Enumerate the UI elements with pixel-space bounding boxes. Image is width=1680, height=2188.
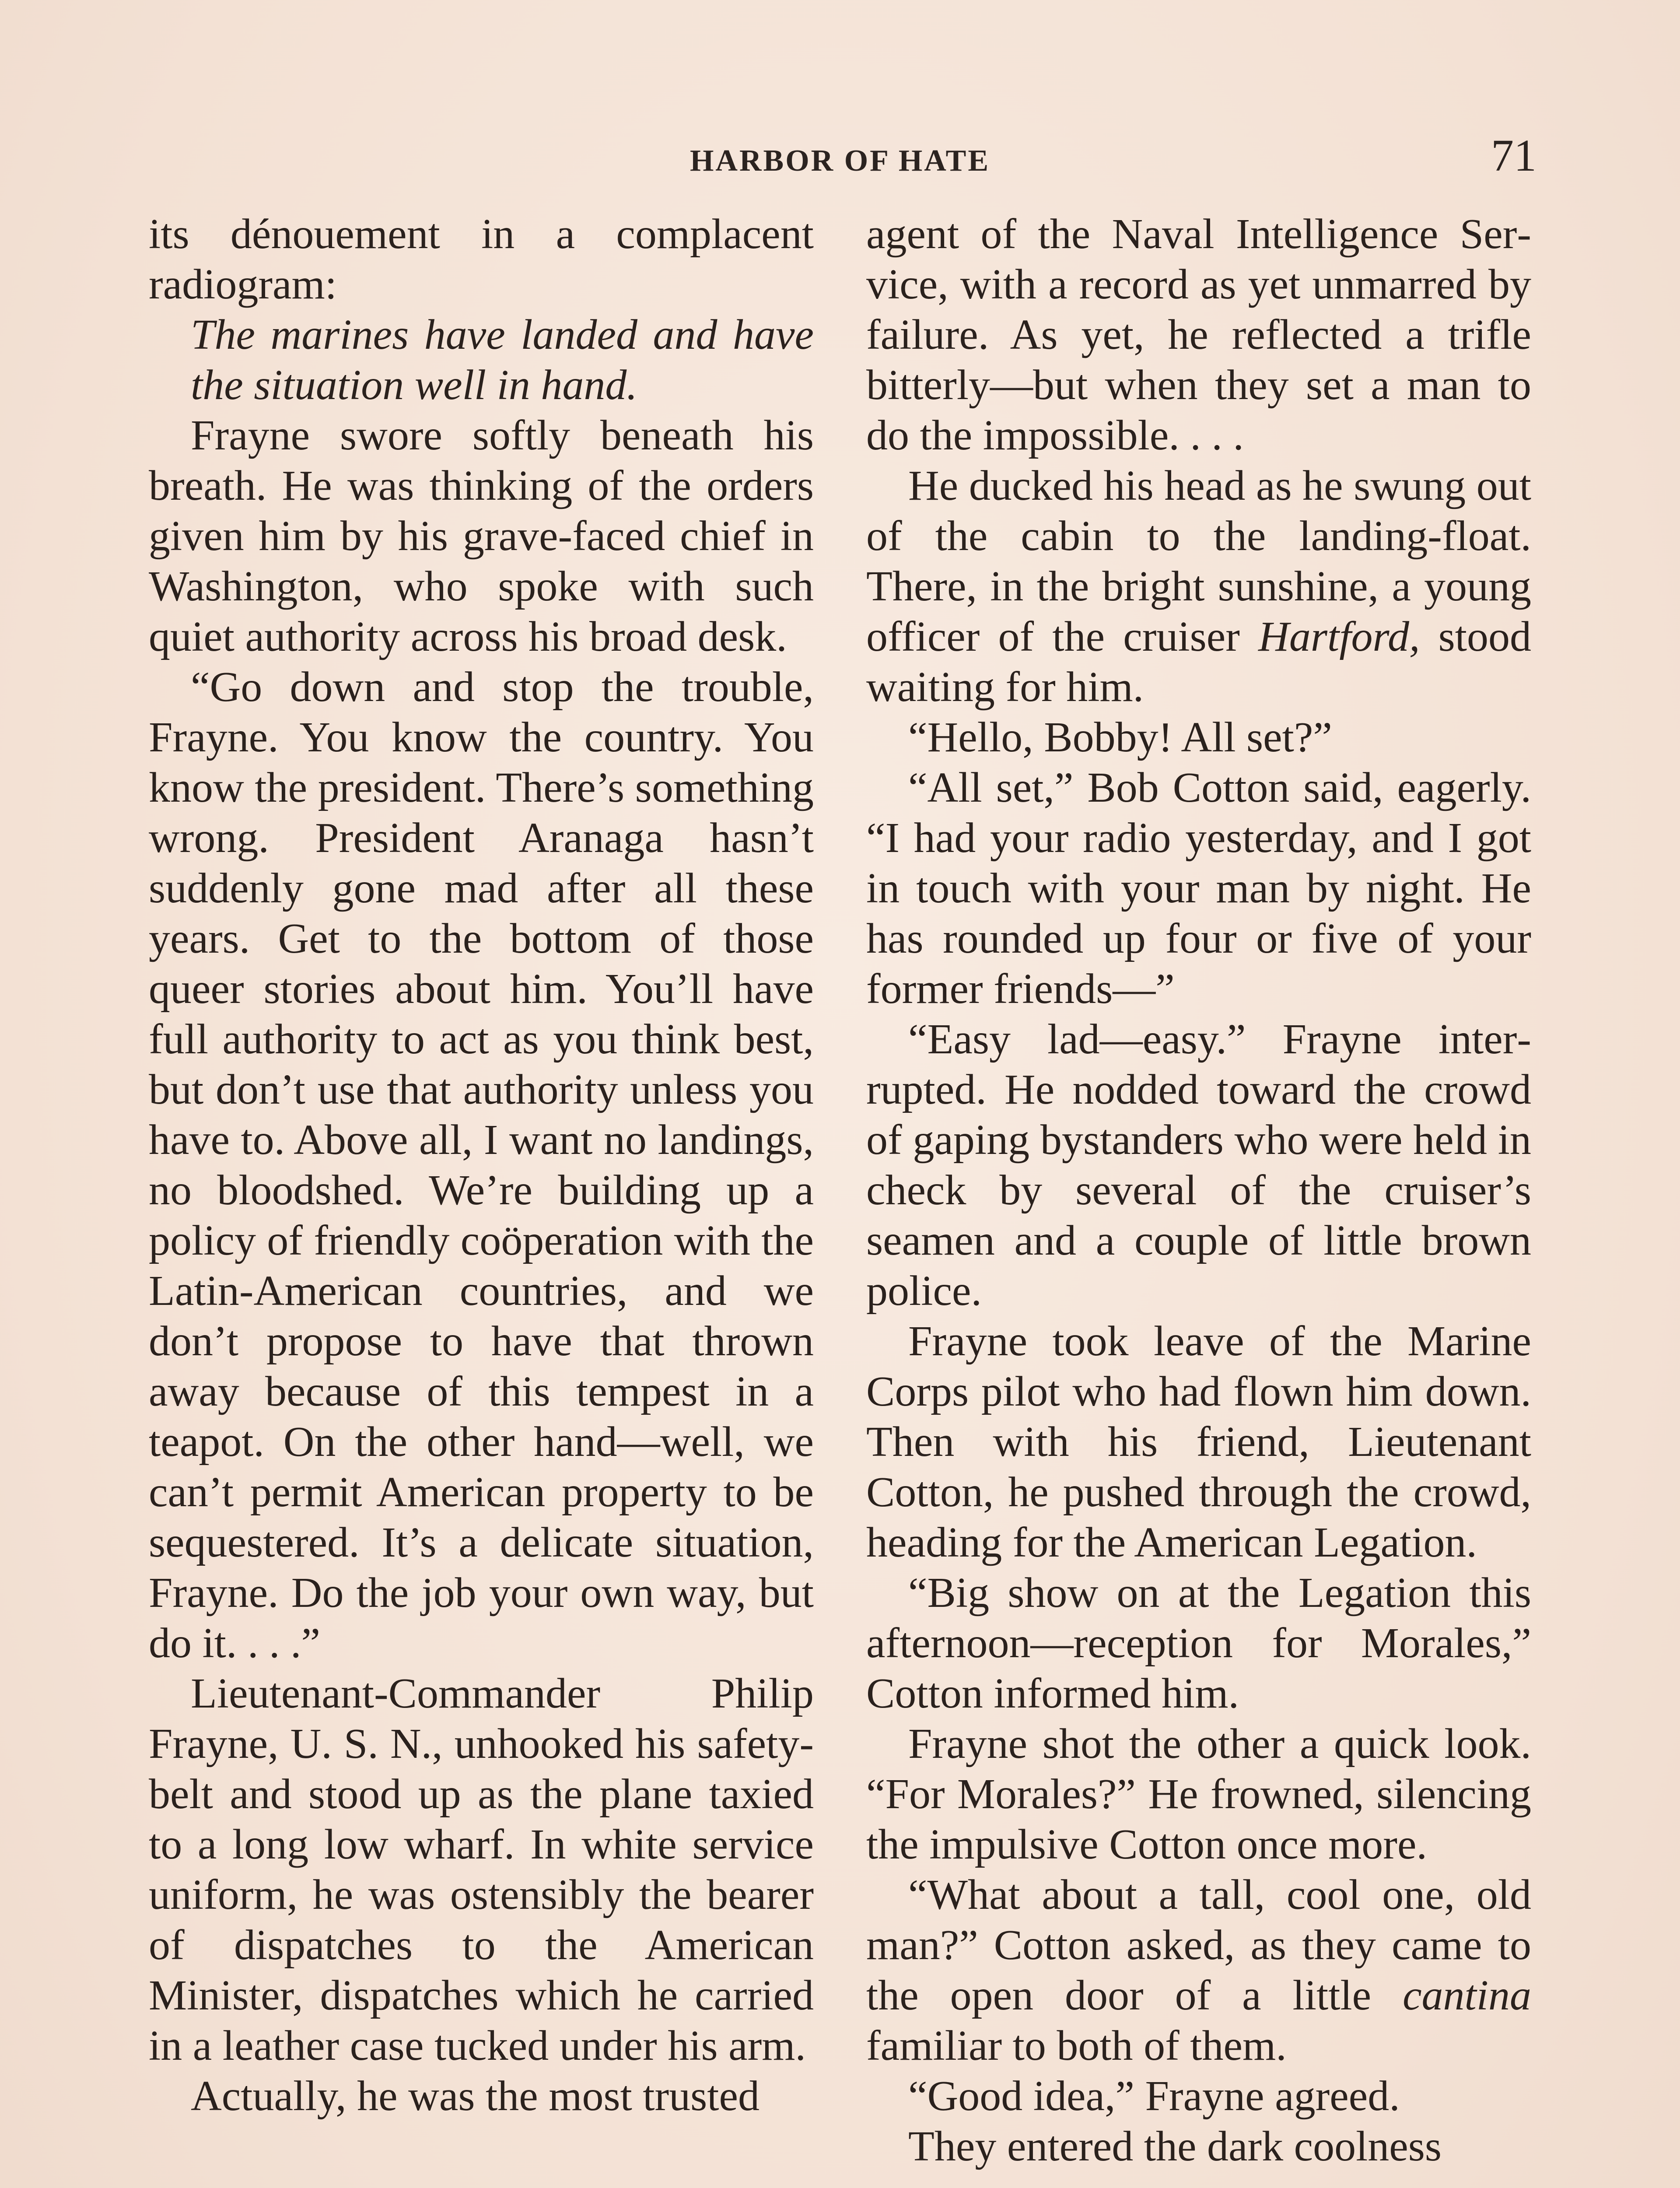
paragraph: its dénouement in a complacent radiogram: (149, 210, 814, 308)
paragraph: “Hello, Bobby! All set?” (908, 714, 1332, 761)
paragraph: “Good idea,” Frayne agreed. (908, 2072, 1400, 2120)
text-run: familiar to both of them. (866, 2022, 1287, 2069)
paragraph: “All set,” Bob Cotton said, eagerly. “I had your radio yesterday, and I got in touch with your man by night. He has rounded up four or five of your former friends—” (866, 764, 1531, 1013)
paragraph (866, 1870, 1531, 2071)
paragraph: Lieutenant-Commander Philip Frayne, U. S. N., unhooked his safety-belt and stood up as the plane taxied to a long low wharf. In white service uniform, he was ostensibly the bearer of dispatches to the American Minister, dispatches which he carried in a leather case tucked under his arm. (149, 1670, 814, 2069)
text-run: stood waiting for him. (866, 613, 1531, 711)
paragraph (866, 461, 1531, 712)
running-title: HARBOR OF HATE (690, 144, 990, 178)
italic-quote: The marines have landed and have the situation well in hand. (191, 311, 814, 409)
text-run: He ducked his head as he swung out of the cabin to the landing-float. There, in the bright sunshine, a young officer of the cruiser (866, 462, 1531, 660)
right-column (866, 209, 1531, 2188)
page-number: 71 (1491, 130, 1536, 181)
paragraph: Frayne swore softly beneath his breath. He was thinking of the orders given him by his grave-faced chief in Washington, who spoke with such quiet authority across his broad desk. (149, 412, 814, 660)
paragraph: “Go down and stop the trouble, Frayne. You know the country. You know the president. There’s something wrong. President Aranaga hasn’t suddenly gone mad after all these years. Get to the bottom of those queer stories about him. You’ll have full authority to act as you think best, but don’t use that authority unless you have to. Above all, I want no landings, no bloodshed. We’re building up a policy of friendly coöperation with the Latin-American countries, and we don’t propose to have that thrown away because of this tempest in a teapot. On the other hand—well, we can’t permit American property to be sequestered. It’s a delicate situation, Frayne. Do the job your own way, but do it. . . .” (149, 663, 814, 1667)
paragraph: Frayne took leave of the Marine Corps pilot who had flown him down. Then with his friend, Lieutenant Cotton, he pushed through the crowd, heading for the American Legation. (866, 1318, 1531, 1566)
paragraph: “Easy lad—easy.” Frayne interrupted. He nodded toward the crowd of gaping bystanders who were held in check by several of the cruiser’s seamen and a couple of little brown police. (866, 1016, 1531, 1315)
text-run: “What about a tall, cool one, old man?” Cotton asked, as they came to the open door of a little (866, 1871, 1531, 2019)
paragraph: Frayne shot the other a quick look. “For Morales?” He frowned, silencing the impulsive Cotton once more. (866, 1720, 1531, 1868)
paragraph: “Big show on at the Legation this afternoon—reception for Morales,” Cotton informed him. (866, 1569, 1531, 1717)
paragraph: agent of the Naval Intelligence Service, with a record as yet unmarred by failure. As yet, he reflected a trifle bitterly—but when they set a man to do the impossible. . . . (866, 210, 1531, 459)
paragraph: Actually, he was the most trusted (191, 2072, 760, 2120)
ship-name: Hartford, (1258, 613, 1420, 660)
paragraph: They entered the dark coolness (908, 2123, 1442, 2170)
italic-word: cantina (1403, 1972, 1531, 2019)
left-column (149, 209, 814, 2188)
